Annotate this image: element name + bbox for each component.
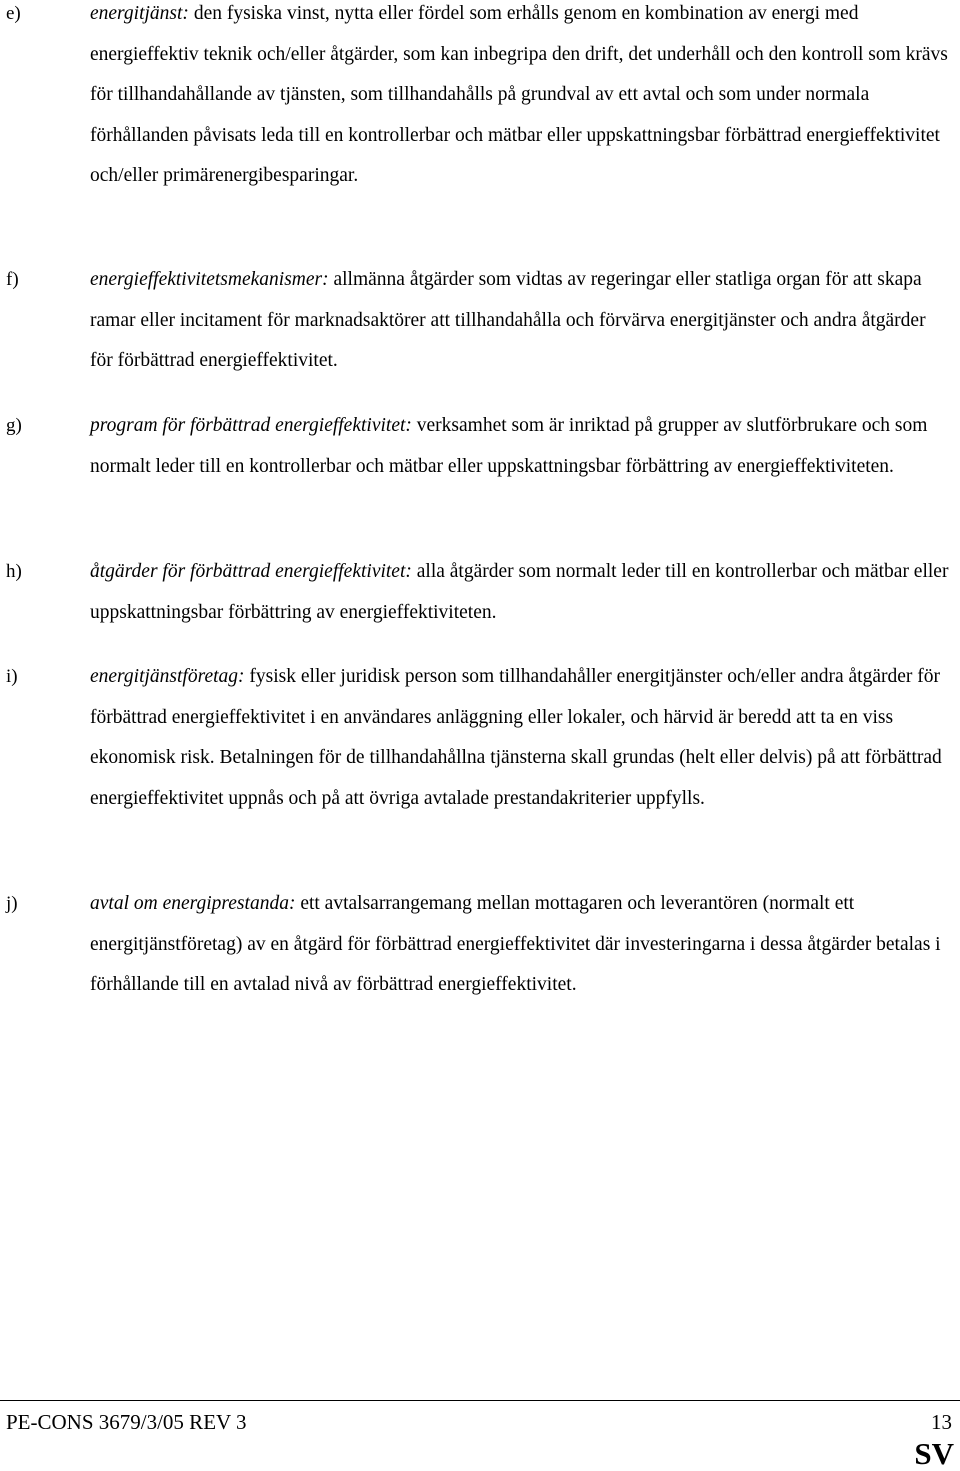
definition-term: avtal om energiprestanda:	[90, 893, 296, 914]
footer-divider	[0, 1400, 960, 1401]
definition-text	[90, 884, 950, 1006]
definition-body: den fysiska vinst, nytta eller fördel som erhålls genom en kombination av energi med energieffektiv teknik och/eller åtgärder, som kan inbegripa den drift, det underhåll och den kontroll som krävs för tillhandahållande av tjänsten, som tillhandahålls på grundval av ett avtal och som under normala förhållanden påvisats leda till en kontrollerbar och mätbar eller uppskattningsbar förbättrad energieffektivitet och/eller primärenergibesparingar.	[90, 3, 948, 187]
definition-term: program för förbättrad energieffektivitet:	[90, 415, 412, 436]
definition-letter: g)	[6, 415, 22, 436]
definition-text	[90, 657, 950, 819]
definition-body: ett avtalsarrangemang mellan mottagaren och leverantören (normalt ett energitjänstföretag) av en åtgärd för förbättrad energieffektivitet där investeringarna i dessa åtgärder betalas i förhållande till en avtalad nivå av förbättrad energieffektivitet.	[90, 893, 941, 996]
definition-letter: i)	[6, 666, 18, 687]
page-number: 13	[931, 1410, 952, 1434]
definition-letter: h)	[6, 561, 22, 582]
definition-text	[90, 0, 950, 197]
definition-letter: f)	[6, 269, 19, 290]
document-reference: PE-CONS 3679/3/05 REV 3	[6, 1410, 247, 1434]
definition-term: åtgärder för förbättrad energieffektivitet:	[90, 561, 412, 582]
definition-term: energitjänstföretag:	[90, 666, 245, 687]
definition-term: energieffektivitetsmekanismer:	[90, 269, 329, 290]
definition-text	[90, 260, 950, 382]
definition-letter: j)	[6, 893, 18, 914]
definition-term: energitjänst:	[90, 3, 189, 24]
definition-body: alla åtgärder som normalt leder till en kontrollerbar och mätbar eller uppskattningsbar förbättring av energieffektiviteten.	[90, 561, 949, 623]
definition-body: fysisk eller juridisk person som tillhandahåller energitjänster och/eller andra åtgärder för förbättrad energieffektivitet i en användares anläggning eller lokaler, och härvid är beredd att ta en viss ekonomisk risk. Betalningen för de tillhandahållna tjänsterna skall grundas (helt eller delvis) på att förbättrad energieffektivitet uppnås och på att övriga avtalade prestandakriterier uppfylls.	[90, 666, 942, 809]
definition-body: allmänna åtgärder som vidtas av regeringar eller statliga organ för att skapa ramar eller incitament för marknadsaktörer att tillhandahålla och förvärva energitjänster och andra åtgärder för förbättrad energieffektivitet.	[90, 269, 926, 372]
definition-letter: e)	[6, 3, 21, 24]
definition-text	[90, 552, 950, 633]
language-code: SV	[914, 1436, 954, 1471]
definition-text	[90, 406, 950, 487]
definition-body: verksamhet som är inriktad på grupper av slutförbrukare och som normalt leder till en kontrollerbar och mätbar eller uppskattningsbar förbättring av energieffektiviteten.	[90, 415, 928, 477]
